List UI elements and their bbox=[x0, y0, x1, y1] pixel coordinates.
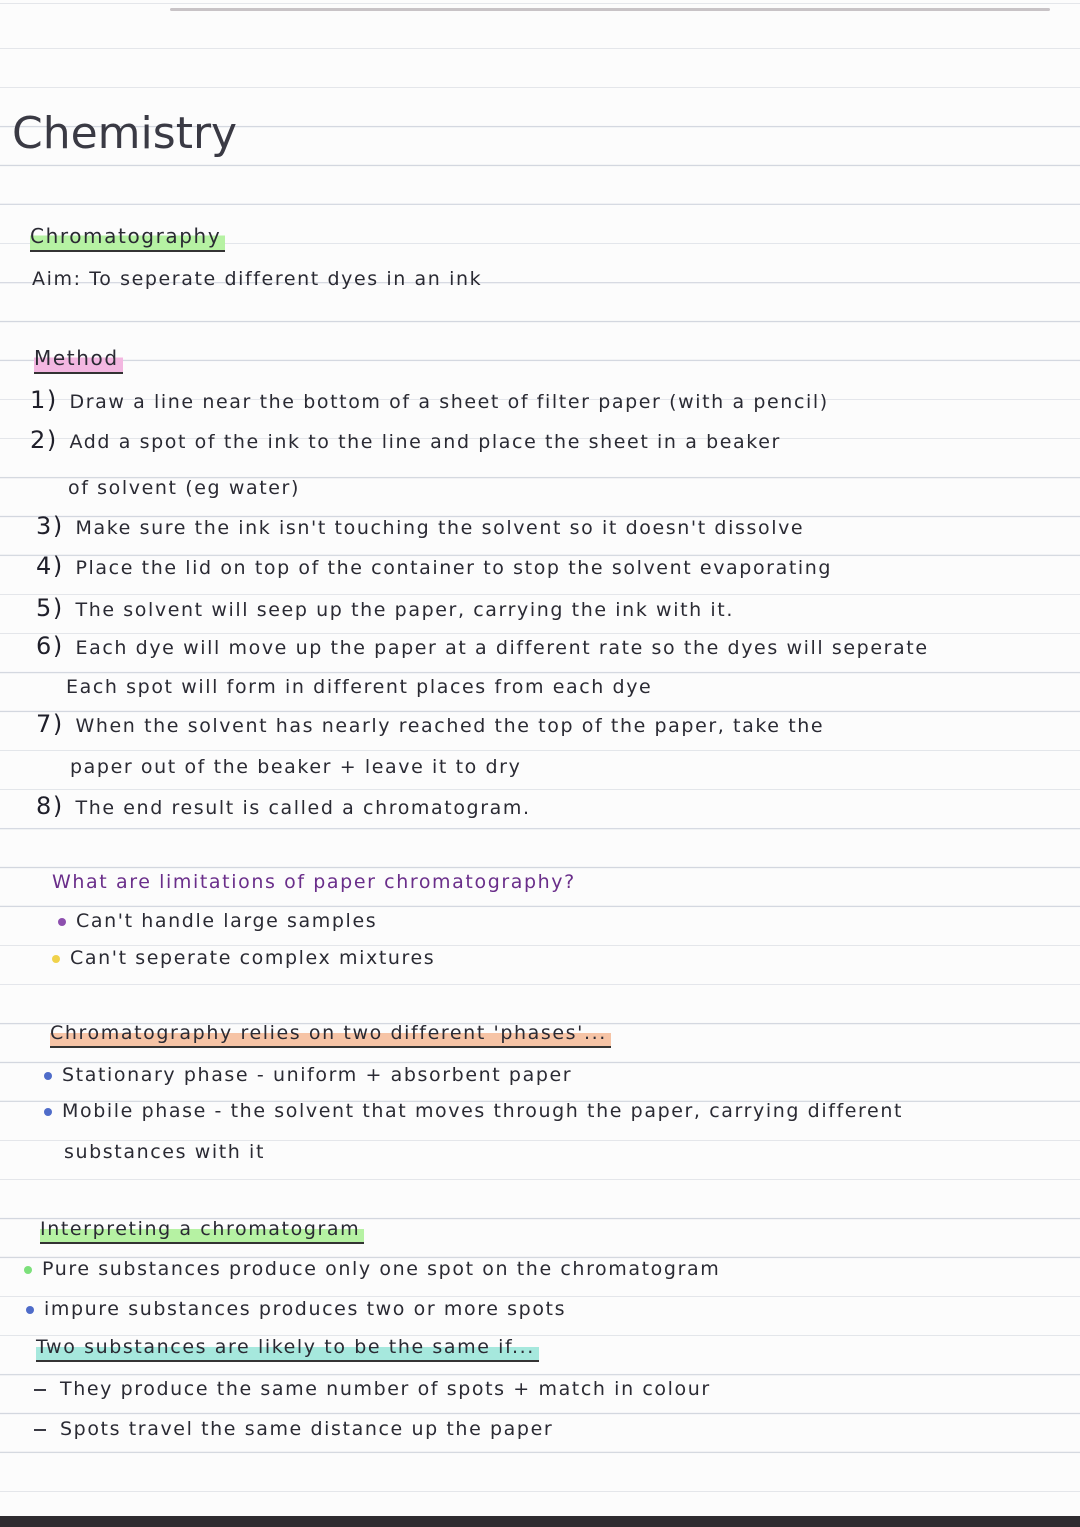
method-step-6-cont bbox=[66, 676, 652, 698]
mobile-phase-item bbox=[44, 1100, 903, 1122]
step-text: of solvent (eg water) bbox=[68, 477, 300, 499]
bullet-dot-icon bbox=[52, 955, 60, 963]
limitation-item-2 bbox=[52, 947, 435, 969]
same-substances-heading bbox=[36, 1336, 539, 1358]
mobile-phase-text: Mobile phase - the solvent that moves through the paper, carrying different bbox=[62, 1100, 904, 1122]
step-text: Each spot will form in different places from each dye bbox=[66, 676, 653, 698]
method-step-7-cont bbox=[70, 756, 521, 778]
bullet-dot-icon bbox=[44, 1108, 52, 1116]
step-number: 5) bbox=[36, 594, 64, 622]
step-text: Draw a line near the bottom of a sheet of filter paper (with a pencil) bbox=[69, 391, 829, 413]
interpreting-heading bbox=[40, 1218, 364, 1240]
bullet-dot-icon bbox=[58, 918, 66, 926]
same-substances-heading-text: Two substances are likely to be the same if... bbox=[36, 1336, 539, 1362]
impure-substances-item bbox=[26, 1298, 566, 1320]
method-step-7 bbox=[36, 710, 824, 738]
same-substances-item-2 bbox=[34, 1418, 553, 1440]
method-step-2 bbox=[30, 426, 781, 454]
step-text: The solvent will seep up the paper, carrying the ink with it. bbox=[75, 599, 734, 621]
step-number: 2) bbox=[30, 426, 58, 454]
interpreting-heading-text: Interpreting a chromatogram bbox=[40, 1218, 364, 1244]
method-step-3 bbox=[36, 512, 804, 540]
stationary-phase-text: Stationary phase - uniform + absorbent paper bbox=[62, 1064, 573, 1086]
limitation-item-1 bbox=[58, 910, 377, 932]
section-heading-chromatography bbox=[30, 224, 225, 248]
aim-line: Aim: To seperate different dyes in an ink bbox=[32, 268, 483, 290]
dash-icon bbox=[34, 1389, 46, 1391]
same-substances-text: Spots travel the same distance up the paper bbox=[60, 1418, 554, 1440]
step-text: Each dye will move up the paper at a different rate so the dyes will seperate bbox=[75, 637, 929, 659]
step-number: 6) bbox=[36, 632, 64, 660]
same-substances-text: They produce the same number of spots + match in colour bbox=[60, 1378, 711, 1400]
step-text: Add a spot of the ink to the line and place the sheet in a beaker bbox=[69, 431, 781, 453]
step-text: The end result is called a chromatogram. bbox=[75, 797, 531, 819]
method-step-6 bbox=[36, 632, 929, 660]
step-text: paper out of the beaker + leave it to dry bbox=[70, 756, 522, 778]
method-step-2-cont bbox=[68, 477, 300, 499]
dash-icon bbox=[34, 1429, 46, 1431]
step-text: Place the lid on top of the container to stop the solvent evaporating bbox=[75, 557, 833, 579]
bullet-dot-icon bbox=[26, 1306, 34, 1314]
same-substances-item-1 bbox=[34, 1378, 711, 1400]
bullet-dot-icon bbox=[24, 1266, 32, 1274]
stationary-phase-item bbox=[44, 1064, 572, 1086]
pure-substances-text: Pure substances produce only one spot on the chromatogram bbox=[42, 1258, 721, 1280]
step-number: 3) bbox=[36, 512, 64, 540]
chromatography-heading-text: Chromatography bbox=[30, 224, 225, 252]
method-step-5 bbox=[36, 594, 734, 622]
step-text: When the solvent has nearly reached the top of the paper, take the bbox=[75, 715, 825, 737]
step-number: 4) bbox=[36, 552, 64, 580]
method-step-1 bbox=[30, 386, 829, 414]
method-step-4 bbox=[36, 552, 832, 580]
mobile-phase-cont: substances with it bbox=[64, 1141, 265, 1163]
step-number: 8) bbox=[36, 792, 64, 820]
step-number: 7) bbox=[36, 710, 64, 738]
method-heading bbox=[34, 346, 123, 370]
bullet-dot-icon bbox=[44, 1072, 52, 1080]
page-bottom-edge bbox=[0, 1516, 1080, 1527]
pure-substances-item bbox=[24, 1258, 720, 1280]
phases-heading bbox=[50, 1022, 611, 1044]
limitation-text: Can't seperate complex mixtures bbox=[70, 947, 436, 969]
page-title: Chemistry bbox=[12, 108, 238, 159]
method-heading-text: Method bbox=[34, 346, 123, 374]
phases-heading-text: Chromatography relies on two different 'phases'... bbox=[50, 1022, 611, 1048]
impure-substances-text: impure substances produces two or more spots bbox=[44, 1298, 567, 1320]
method-step-8 bbox=[36, 792, 531, 820]
step-text: Make sure the ink isn't touching the solvent so it doesn't dissolve bbox=[75, 517, 805, 539]
step-number: 1) bbox=[30, 386, 58, 414]
limitations-question: What are limitations of paper chromatography? bbox=[52, 871, 576, 893]
page-top-edge bbox=[170, 8, 1050, 11]
limitation-text: Can't handle large samples bbox=[76, 910, 378, 932]
